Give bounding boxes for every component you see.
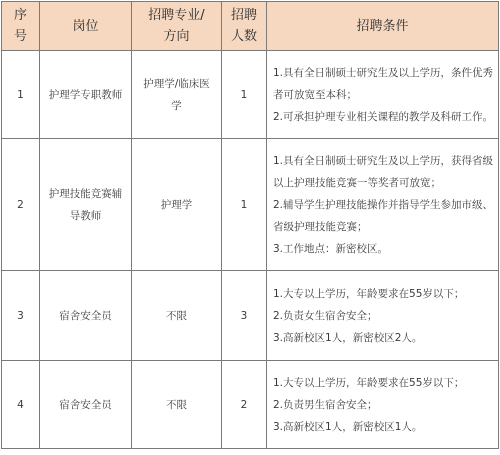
cell-seq: 2 [2, 139, 40, 271]
cell-conditions [267, 271, 499, 361]
header-major [132, 2, 222, 51]
header-count-line-1: 招聘 [230, 8, 257, 23]
cell-count: 2 [222, 361, 267, 449]
header-major-line-2: 方向 [163, 29, 190, 44]
cell-conditions [267, 361, 499, 449]
table-row [2, 271, 499, 361]
table-row [2, 139, 499, 271]
condition-line: 1.大专以上学历，年龄要求在55岁以下； [273, 287, 465, 300]
condition-line: 2.辅导学生护理技能操作并指导学生参加市级、省级护理技能竞赛； [273, 198, 494, 233]
cell-position: 宿舍安全员 [40, 361, 132, 449]
condition-line: 1.具有全日制硕士研究生及以上学历，条件优秀者可放宽至本科； [273, 66, 494, 101]
condition-line: 2.负责女生宿舍安全； [273, 309, 378, 322]
cell-count: 1 [222, 139, 267, 271]
header-major-line-1: 招聘专业/ [148, 8, 205, 23]
cell-major: 不限 [132, 361, 222, 449]
header-position: 岗位 [40, 2, 132, 51]
cell-conditions [267, 139, 499, 271]
condition-line: 3.高新校区1人，新密校区2人。 [273, 331, 423, 344]
cell-count: 3 [222, 271, 267, 361]
cell-position: 护理学专职教师 [40, 51, 132, 139]
cell-major: 不限 [132, 271, 222, 361]
header-seq [2, 2, 40, 51]
cell-seq: 4 [2, 361, 40, 449]
cell-seq: 3 [2, 271, 40, 361]
table-row [2, 51, 499, 139]
header-seq-line-2: 号 [13, 29, 27, 44]
cell-count: 1 [222, 51, 267, 139]
header-conditions: 招聘条件 [267, 2, 499, 51]
cell-conditions [267, 51, 499, 139]
cell-position: 护理技能竞赛辅导教师 [40, 139, 132, 271]
header-count [222, 2, 267, 51]
cell-seq: 1 [2, 51, 40, 139]
condition-line: 3.高新校区1人，新密校区1人。 [273, 420, 423, 433]
cell-position: 宿舍安全员 [40, 271, 132, 361]
condition-line: 1.大专以上学历，年龄要求在55岁以下； [273, 376, 465, 389]
condition-line: 2.负责男生宿舍安全； [273, 398, 378, 411]
condition-line: 1.具有全日制硕士研究生及以上学历，获得省级以上护理技能竞赛一等奖者可放宽； [273, 154, 494, 189]
table-header-row [2, 2, 499, 51]
header-count-line-2: 人数 [230, 29, 257, 44]
header-seq-line-1: 序 [13, 8, 27, 23]
condition-line: 2.可承担护理专业相关课程的教学及科研工作。 [273, 110, 494, 123]
recruitment-table-wrapper [1, 1, 499, 449]
table-row [2, 361, 499, 449]
cell-major: 护理学/临床医学 [132, 51, 222, 139]
condition-line: 3.工作地点：新密校区。 [273, 242, 389, 255]
recruitment-table [1, 1, 499, 449]
cell-major: 护理学 [132, 139, 222, 271]
